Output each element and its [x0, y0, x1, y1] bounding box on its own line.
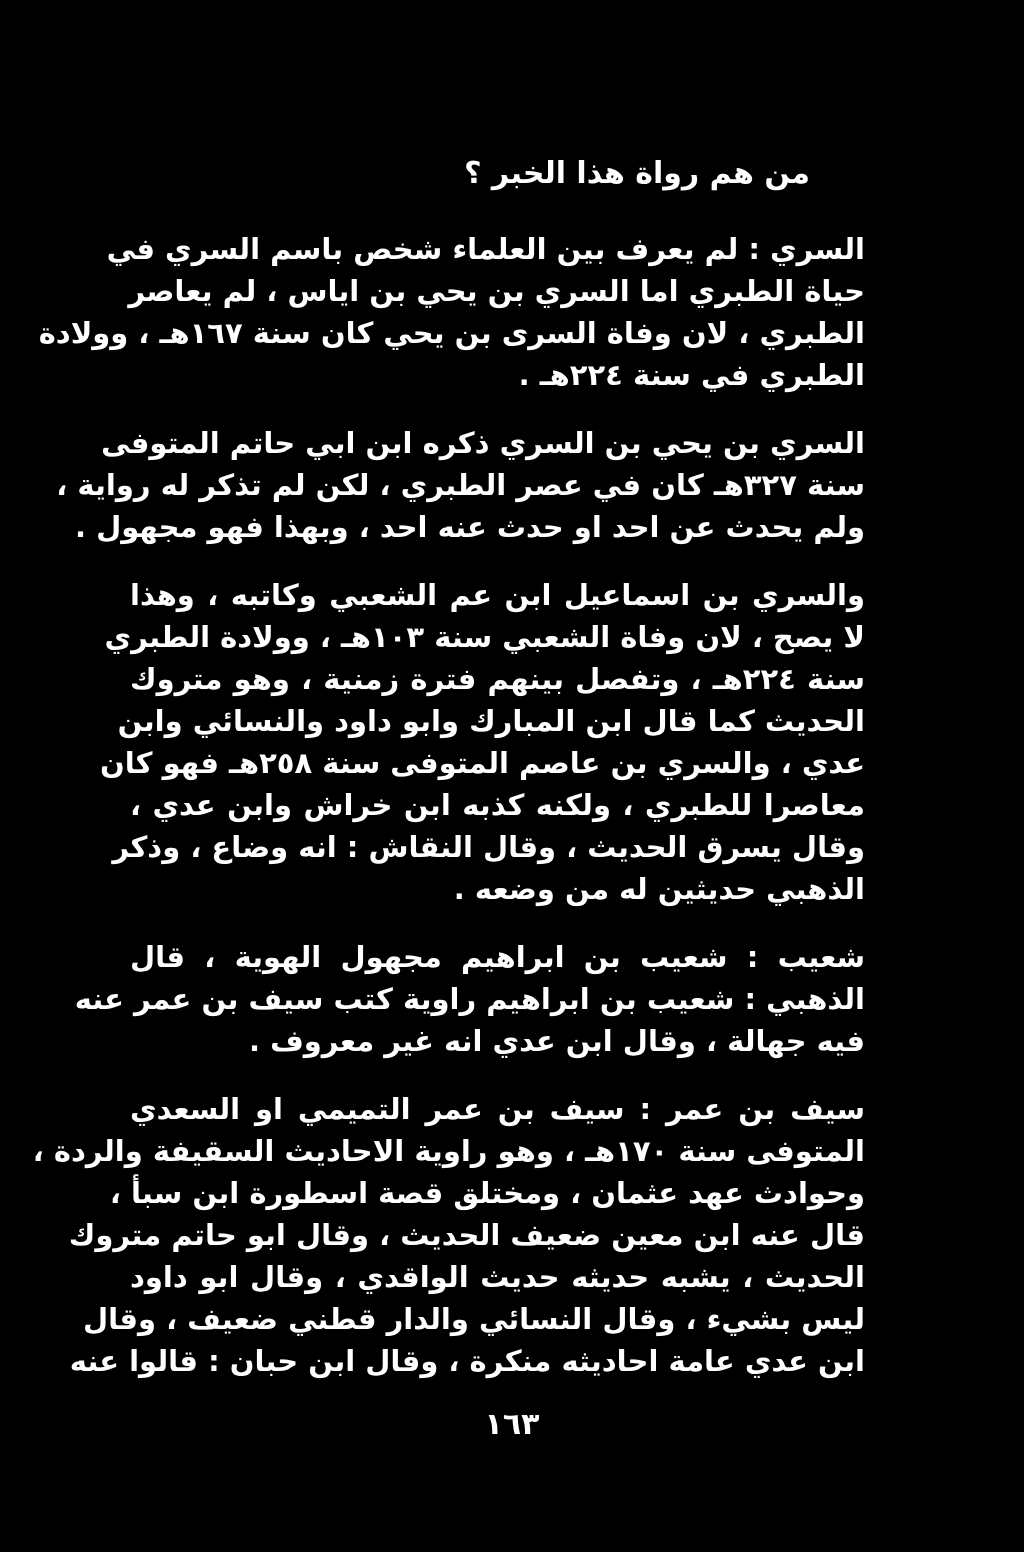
text-line: سنة ٢٢٤هـ ، وتفصل بينهم فترة زمنية ، وهو متروك: [130, 662, 866, 696]
text-line: المتوفى سنة ١٧٠هـ ، وهو راوية الاحاديث السقيفة والردة ،: [32, 1134, 865, 1168]
text-line: الذهبي : شعيب بن ابراهيم راوية كتب سيف بن عمر عنه: [74, 982, 865, 1016]
text-line: الحديث ، يشبه حديثه حديث الواقدي ، وقال ابو داود: [130, 1260, 865, 1294]
text-line: لا يصح ، لان وفاة الشعبي سنة ١٠٣هـ ، وولادة الطبري: [104, 620, 865, 654]
text-line: وحوادث عهد عثمان ، ومختلق قصة اسطورة ابن سبأ ،: [109, 1176, 865, 1210]
text-line: شعيب : شعيب بن ابراهيم مجهول الهوية ، قال: [130, 940, 865, 974]
text-line: قال عنه ابن معين ضعيف الحديث ، وقال ابو حاتم متروك: [68, 1218, 865, 1252]
book-page: [32, 150, 866, 1408]
paragraph-sayf-ibn-umar: [32, 1088, 865, 1382]
text-line: ولم يحدث عن احد او حدث عنه احد ، وبهذا فهو مجهول .: [74, 510, 865, 544]
text-line: والسري بن اسماعيل ابن عم الشعبي وكاتبه ، وهذا: [130, 578, 865, 612]
text-line: ليس بشيء ، وقال النسائي والدار قطني ضعيف ، وقال: [82, 1302, 865, 1336]
section-question: من هم رواة هذا الخبر ؟: [464, 156, 810, 191]
text-line: معاصرا للطبري ، ولكنه كذبه ابن خراش وابن عدي ،: [130, 788, 865, 822]
text-line: السري بن يحي بن السري ذكره ابن ابي حاتم المتوفى: [101, 426, 865, 460]
text-line: الطبري ، لان وفاة السرى بن يحي كان سنة ١٦٧هـ ، وولادة: [38, 316, 865, 350]
text-line: عدي ، والسري بن عاصم المتوفى سنة ٢٥٨هـ فهو كان: [100, 746, 865, 780]
text-line: سيف بن عمر : سيف بن عمر التميمي او السعدي: [130, 1092, 865, 1126]
text-line: الذهبي حديثين له من وضعه .: [453, 872, 865, 906]
page-number: ١٦٣: [484, 1407, 540, 1442]
text-line: فيه جهالة ، وقال ابن عدي انه غير معروف .: [248, 1024, 865, 1058]
text-line: الطبري في سنة ٢٢٤هـ .: [518, 358, 865, 392]
paragraph-sari: [38, 228, 865, 396]
paragraph-sari-ibn-yahya: [56, 422, 865, 548]
paragraph-sari-ibn-ismail: [100, 574, 866, 910]
text-line: حياة الطبري اما السري بن يحي بن اياس ، لم يعاصر: [128, 274, 865, 308]
text-line: الحديث كما قال ابن المبارك وابو داود والنسائي وابن: [117, 704, 865, 738]
text-line: سنة ٣٢٧هـ كان في عصر الطبري ، لكن لم تذكر له رواية ،: [56, 468, 865, 502]
paragraph-shuayb: [74, 936, 865, 1062]
text-line: السري : لم يعرف بين العلماء شخص باسم السري في: [106, 232, 865, 266]
text-line: وقال يسرق الحديث ، وقال النقاش : انه وضاع ، وذكر: [112, 830, 865, 864]
text-line: ابن عدي عامة احاديثه منكرة ، وقال ابن حبان : قالوا عنه: [69, 1344, 865, 1378]
